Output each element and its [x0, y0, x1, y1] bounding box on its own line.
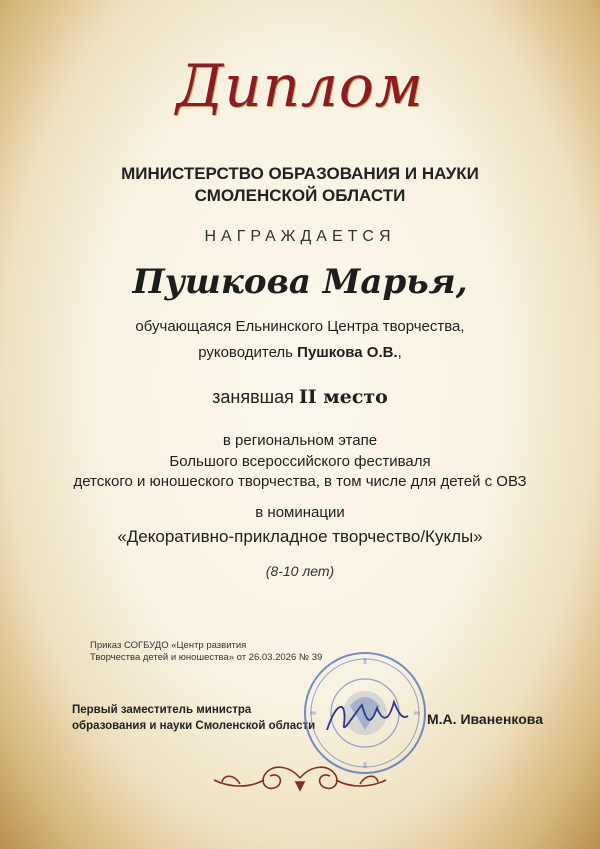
ministry-line-2: СМОЛЕНСКОЙ ОБЛАСТИ [194, 186, 406, 205]
signature-icon [322, 690, 412, 740]
nomination-intro: в номинации [255, 504, 345, 521]
leader-line [0, 344, 600, 361]
age-group: (8-10 лет) [265, 563, 335, 579]
leader-prefix: руководитель [198, 344, 298, 361]
diploma-title: Диплом [176, 52, 424, 120]
order-reference [90, 640, 322, 664]
recipient-name: Пушкова Марья, [132, 262, 468, 302]
event-line-2: Большого всероссийского фестиваля [169, 453, 431, 470]
place-value: II место [298, 386, 388, 408]
order-line-1: Приказ СОГБУДО «Центр развития [90, 640, 247, 651]
leader-name: Пушкова О.В. [297, 344, 398, 361]
place-prefix: занявшая [212, 387, 299, 407]
student-line: обучающаяся Ельнинского Центра творчества, [135, 318, 465, 335]
signer-name: М.А. Иваненкова [427, 711, 543, 727]
signer-title-line-1: Первый заместитель министра [72, 704, 252, 716]
signer-title [72, 702, 315, 734]
awarded-label: НАГРАЖДАЕТСЯ [204, 228, 396, 245]
ornament-flourish-icon [200, 758, 400, 798]
leader-suffix: , [397, 344, 402, 361]
nomination-title: «Декоративно-прикладное творчество/Куклы» [117, 527, 483, 546]
signer-title-line-2: образования и науки Смоленской области [72, 720, 316, 732]
event-line-3: детского и юношеского творчества, в том числе для детей с ОВЗ [73, 473, 527, 490]
event-line-1: в региональном этапе [222, 432, 378, 449]
ministry-line-1: МИНИСТЕРСТВО ОБРАЗОВАНИЯ И НАУКИ [121, 164, 479, 183]
place-line [0, 386, 600, 408]
ministry-name [0, 163, 600, 207]
order-line-2: Творчества детей и юношества» от 26.03.2026 № 39 [90, 652, 323, 663]
